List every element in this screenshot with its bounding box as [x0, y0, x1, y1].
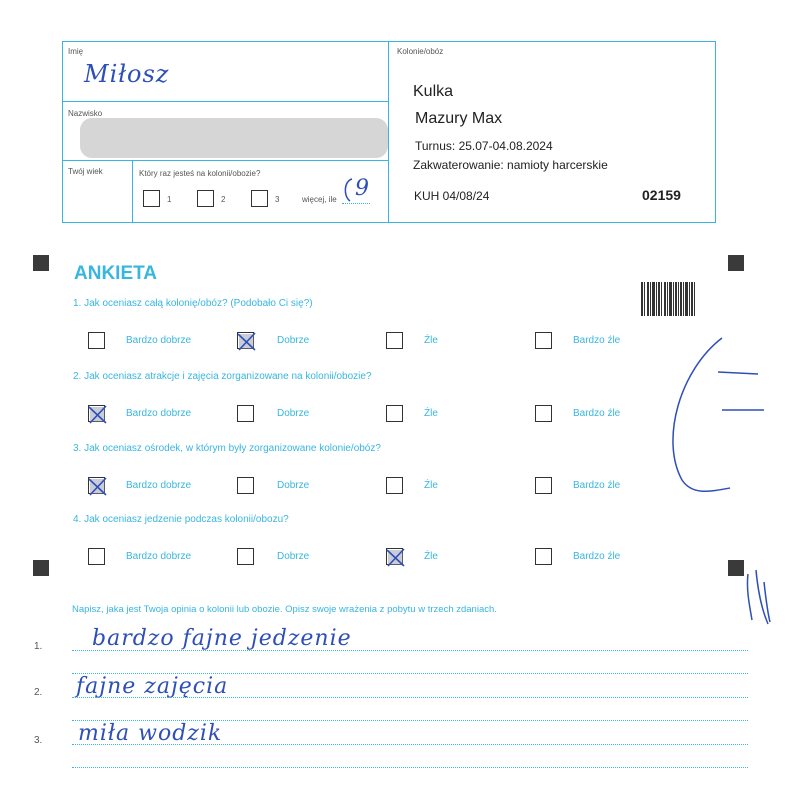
- imie-handwritten: Miłosz: [84, 60, 170, 88]
- opinion-text-2: fajne zajęcia: [76, 674, 229, 699]
- q1-checkbox-2[interactable]: [237, 332, 254, 349]
- q1-option-label-4: Bardzo źle: [573, 335, 621, 346]
- camp-name: Kulka: [413, 83, 454, 100]
- q1-checkbox-1[interactable]: [88, 332, 105, 349]
- q3-option-label-3: Źle: [424, 480, 438, 491]
- q1-option-label-1: Bardzo dobrze: [126, 335, 192, 346]
- survey-title: ANKIETA: [74, 263, 158, 284]
- q3-option-label-1: Bardzo dobrze: [126, 480, 192, 491]
- q2-checkbox-1[interactable]: [88, 405, 105, 422]
- q1-checkbox-4[interactable]: [535, 332, 552, 349]
- opinion-dots-3b: [72, 767, 748, 768]
- q2-checkbox-4[interactable]: [535, 405, 552, 422]
- barcode-icon: [641, 282, 695, 316]
- q3-option-label-4: Bardzo źle: [573, 480, 621, 491]
- row-line-2: [62, 160, 388, 161]
- question-4: 4. Jak oceniasz jedzenie podczas kolonii/obozu?: [73, 514, 289, 525]
- q2-option-label-2: Dobrze: [277, 408, 310, 419]
- q1-option-label-3: Źle: [424, 335, 438, 346]
- visit-checkbox-2[interactable]: [197, 190, 214, 207]
- turnus: Turnus: 25.07-04.08.2024: [415, 139, 553, 153]
- line-number-2: 2.: [34, 687, 43, 698]
- handwritten-circle-icon: [340, 176, 360, 204]
- visit-checkbox-1[interactable]: [143, 190, 160, 207]
- q3-checkbox-1[interactable]: [88, 477, 105, 494]
- question-2: 2. Jak oceniasz atrakcje i zajęcia zorganizowane na kolonii/obozie?: [73, 371, 372, 382]
- q3-checkbox-4[interactable]: [535, 477, 552, 494]
- question-3: 3. Jak oceniasz ośrodek, w którym były zorganizowane kolonie/obóz?: [73, 443, 381, 454]
- checkmark-x-icon: [87, 476, 108, 497]
- camp-location: Mazury Max: [415, 110, 503, 127]
- q4-option-label-4: Bardzo źle: [573, 551, 621, 562]
- checkmark-x-icon: [87, 404, 108, 425]
- opinion-dots-2: [72, 697, 748, 698]
- visit-option-3: 3: [275, 195, 280, 204]
- imie-label: Imię: [68, 47, 84, 56]
- nazwisko-label: Nazwisko: [68, 109, 103, 118]
- q2-option-label-4: Bardzo źle: [573, 408, 621, 419]
- q2-option-label-1: Bardzo dobrze: [126, 408, 192, 419]
- wiek-label: Twój wiek: [68, 167, 103, 176]
- opinion-dots-1: [72, 650, 748, 651]
- row-line-3: [132, 160, 133, 222]
- header-divider: [388, 41, 389, 222]
- line-number-3: 3.: [34, 735, 43, 746]
- opinion-dots-3: [72, 744, 748, 745]
- q4-checkbox-3[interactable]: [386, 548, 403, 565]
- line-number-1: 1.: [34, 641, 43, 652]
- q4-checkbox-2[interactable]: [237, 548, 254, 565]
- wiecej-handwritten: 9: [355, 176, 369, 201]
- q4-option-label-2: Dobrze: [277, 551, 310, 562]
- corner-marker-mid-left: [33, 560, 49, 576]
- q2-checkbox-3[interactable]: [386, 405, 403, 422]
- opinion-prompt: Napisz, jaka jest Twoja opinia o kolonii lub obozie. Opisz swoje wrażenia z pobytu w trzech zdaniach.: [72, 604, 497, 615]
- q4-option-label-3: Źle: [424, 551, 438, 562]
- q3-option-label-2: Dobrze: [277, 480, 310, 491]
- q1-option-label-2: Dobrze: [277, 335, 310, 346]
- q3-checkbox-3[interactable]: [386, 477, 403, 494]
- corner-marker-top-left: [33, 255, 49, 271]
- q4-checkbox-1[interactable]: [88, 548, 105, 565]
- opinion-text-1: bardzo fajne jedzenie: [92, 626, 352, 651]
- visit-option-1: 1: [167, 195, 172, 204]
- row-line-1: [62, 101, 388, 102]
- question-1: 1. Jak oceniasz całą kolonię/obóz? (Podobało Ci się?): [73, 298, 313, 309]
- kolonie-label: Kolonie/obóz: [397, 47, 444, 56]
- opinion-text-3: miła wodzik: [78, 721, 223, 746]
- q2-checkbox-2[interactable]: [237, 405, 254, 422]
- handwritten-scribble-icon: [660, 330, 780, 630]
- nazwisko-redacted: [80, 118, 388, 158]
- visit-option-2: 2: [221, 195, 226, 204]
- q2-option-label-3: Źle: [424, 408, 438, 419]
- camp-code: KUH 04/08/24: [414, 189, 490, 203]
- corner-marker-top-right: [728, 255, 744, 271]
- checkmark-x-icon: [236, 331, 257, 352]
- wiecej-label: więcej, ile: [302, 195, 337, 204]
- checkmark-x-icon: [385, 547, 406, 568]
- zakwaterowanie: Zakwaterowanie: namioty harcerskie: [413, 158, 608, 172]
- ktory-raz-label: Który raz jesteś na kolonii/obozie?: [139, 169, 261, 178]
- visit-checkbox-3[interactable]: [251, 190, 268, 207]
- q1-checkbox-3[interactable]: [386, 332, 403, 349]
- q4-checkbox-4[interactable]: [535, 548, 552, 565]
- form-number: 02159: [642, 187, 681, 203]
- q3-checkbox-2[interactable]: [237, 477, 254, 494]
- q4-option-label-1: Bardzo dobrze: [126, 551, 192, 562]
